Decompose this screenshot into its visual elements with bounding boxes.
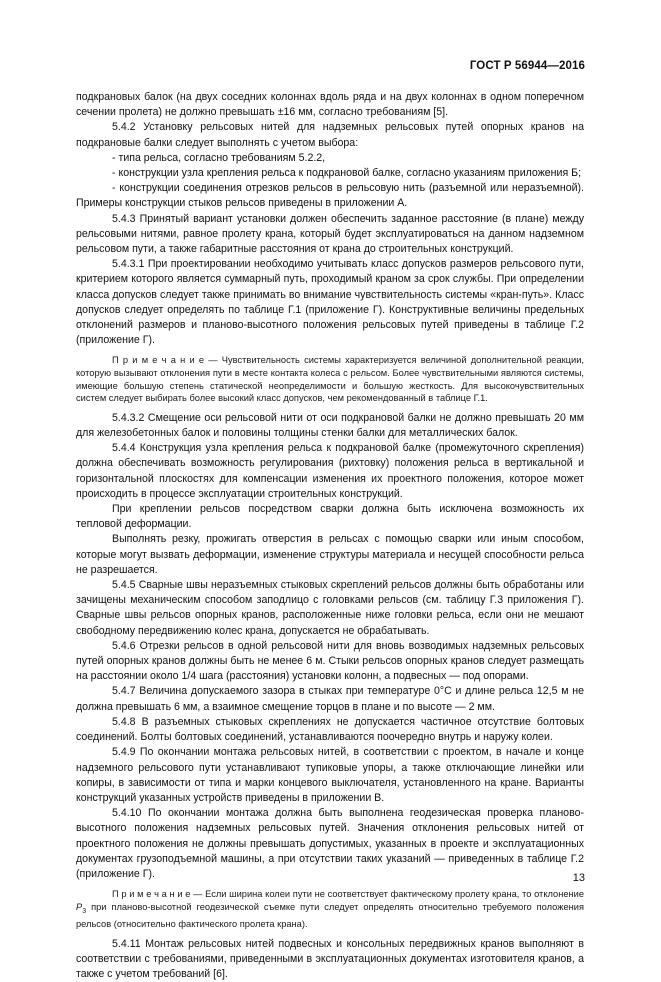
paragraph: 5.4.4 Конструкция узла крепления рельса к подкрановой балке (промежуточного скрепления) должна обеспечивать возможность регулирования (рихтовку) положения рельса в вертикальной и горизонтальной плоскостях для компенсации изменения их проектного положения, которое может происходить в процессе эксплуатации строительных конструкций. (76, 442, 584, 500)
note-label: П р и м е ч а н и е (112, 355, 205, 366)
note (76, 354, 584, 404)
variable-symbol: P (76, 901, 83, 912)
note-label: П р и м е ч а н и е (112, 889, 191, 900)
paragraph: При креплении рельсов посредством сварки должна быть исключена возможность их тепловой деформации. (76, 503, 584, 531)
variable-subscript: 3 (82, 907, 87, 915)
paragraph: 5.4.3 Принятый вариант установки должен обеспечить заданное расстояние (в плане) между рельсовыми нитями, равное пролету крана, который будет эксплуатироваться на данном надземном рельсовом пути, а также габаритные расстояния от крана до строительных конструкций. (76, 212, 584, 256)
page-number: 13 (572, 872, 585, 884)
note-text: — Чувствительность системы характеризуется величиной дополнительной реакции, которую вызывают отклонения пути в месте контакта колеса с рельсом. Более чувствительными являются системы, имеющие большую степень статической неопределимости и большую жесткость. Для высокочувствительных систем следует выбирать более высокий класс допусков, чем рекомендованный в таблице Г.1. (76, 355, 584, 404)
document-body (76, 90, 584, 982)
note-text: — Если ширина колеи пути не соответствует фактическому пролету крана, то отклонение (190, 889, 584, 900)
paragraph: 5.4.11 Монтаж рельсовых нитей подвесных и консольных передвижных кранов выполняют в соответствии с требованиями, приведенными в эксплуатационных документах изготовителя кранов, а также с учетом требований [6]. (76, 937, 584, 981)
paragraph: 5.4.10 По окончании монтажа должна быть выполнена геодезическая проверка планово-высотного положения надземных рельсовых путей. Значения отклонения рельсовых нитей от проектного положения не должны превышать допустимых, указанных в проекте и эксплуатационных документах грузоподъемной машины, а при отсутствии таких указаний — приведенных в таблице Г.2 (приложение Г). (76, 807, 584, 880)
paragraph: Выполнять резку, прожигать отверстия в рельсах с помощью сварки или иным способом, которые могут вызвать деформации, изменение структуры материала и несущей способности рельса не разрешается. (76, 533, 584, 576)
paragraph: подкрановых балок (на двух соседних колоннах вдоль ряда и на двух колоннах в одном поперечном сечении пролета) не должно превышать ±16 мм, согласно требованиям [5]. (76, 91, 584, 119)
note-text: при планово-высотной геодезической съемке пути следует определять относительно требуемого положения рельсов (относительно фактического пролета крана). (76, 901, 584, 930)
paragraph: 5.4.7 Величина допускаемого зазора в стыках при температуре 0°С и длине рельса 12,5 м не должна превышать 6 мм, а взаимное смещение торцов в плане и по высоте — 2 мм. (76, 685, 584, 713)
list-item: - типа рельса, согласно требованиям 5.2.2, (112, 151, 326, 164)
paragraph: 5.4.6 Отрезки рельсов в одной рельсовой нити для вновь возводимых надземных рельсовых путей опорных кранов должны быть не менее 6 м. Стыки рельсов опорных кранов следует размещать на расстоянии около 1/4 шага (расстояния) установки колонн, а подвесных — под опорами. (76, 639, 584, 683)
list-item: - конструкции соединения отрезков рельсов в рельсовую нить (разъемной или неразъемной). Примеры конструкции стыков рельсов приведены в приложении А. (76, 182, 584, 210)
paragraph: 5.4.5 Сварные швы неразъемных стыковых скреплений рельсов должны быть обработаны или зачищены механическим способом заподлицо с головками рельсов (см. таблицу Г.3 приложения Г). Сварные швы рельсов опорных кранов, расположенные ниже головки рельса, если они не мешают свободному передвижению колес крана, допускается не обрабатывать. (76, 579, 584, 637)
note (76, 888, 584, 931)
paragraph: 5.4.9 По окончании монтажа рельсовых нитей, в соответствии с проектом, в начале и конце надземного рельсового пути устанавливают тупиковые упоры, а также отключающие линейки или копиры, в зависимости от типа и марки концевого выключателя, установленного на кране. Варианты конструкций указанных устройств приведены в приложении В. (76, 746, 584, 804)
document-header: ГОСТ Р 56944—2016 (469, 60, 585, 72)
list-item: - конструкции узла крепления рельса к подкрановой балке, согласно указаниям приложения Б; (112, 167, 582, 180)
paragraph: 5.4.2 Установку рельсовых нитей для надземных рельсовых путей опорных кранов на подкрановые балки следует выполнять с учетом выбора: (76, 121, 584, 149)
paragraph: 5.4.3.2 Смещение оси рельсовой нити от оси подкрановой балки не должно превышать 20 мм для железобетонных балок и половины толщины стенки балки для металлических балок. (76, 411, 584, 440)
paragraph: 5.4.3.1 При проектировании необходимо учитывать класс допусков размеров рельсового пути, критерием которого является суммарный путь, проходимый краном за срок службы. При определении класса допусков следует также принимать во внимание чувствительность системы «кран-путь». Класс допусков следует определять по таблице Г.1 (приложение Г). Конструктивные величины предельных отклонений размеров и планово-высотного положения рельсовых путей приведены в таблице Г.2 (приложение Г). (76, 258, 584, 347)
paragraph: 5.4.8 В разъемных стыковых скреплениях не допускается частичное отсутствие болтовых соединений. Болты болтовых соединений, устанавливаются поочередно внутрь и наружу колеи. (76, 715, 584, 744)
